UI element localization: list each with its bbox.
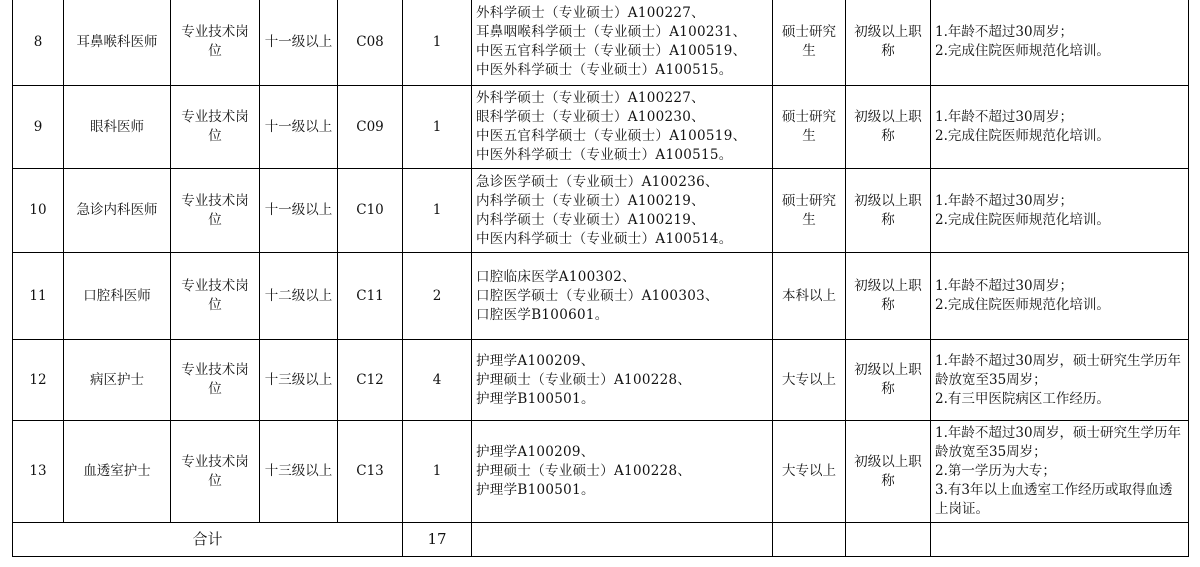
requirement-item: 2.完成住院医师规范化培训。 [935,128,1110,144]
total-empty-cell [472,523,773,557]
major-requirements [472,0,773,86]
table-body [13,0,1189,523]
row-number: 11 [13,253,64,340]
major-item: 外科学硕士（专业硕士）A100227、 [476,90,705,106]
position-name: 耳鼻喉科医师 [64,0,171,86]
major-item: 中医五官科学硕士（专业硕士）A100519、 [476,128,747,144]
total-empty-cell [773,523,846,557]
row-number: 9 [13,86,64,169]
major-item: 急诊医学硕士（专业硕士）A100236、 [476,173,719,190]
position-grade: 十一级以上 [260,0,338,86]
major-item: 中医内科学硕士（专业硕士）A100514。 [476,230,733,247]
major-item: 中医外科学硕士（专业硕士）A100515。 [476,62,733,78]
position-code: C13 [338,421,403,523]
row-number: 10 [13,169,64,253]
major-item: 护理学B100501。 [476,482,595,498]
major-item: 口腔医学硕士（专业硕士）A100303、 [476,287,719,304]
total-count: 17 [403,523,472,557]
requirement-item: 1.年龄不超过30周岁，硕士研究生学历年龄放宽至35周岁； [935,425,1182,460]
major-requirements [472,421,773,523]
major-item: 外科学硕士（专业硕士）A100227、 [476,5,705,21]
requirement-item: 2.完成住院医师规范化培训。 [935,297,1110,313]
requirement-item: 1.年龄不超过30周岁，硕士研究生学历年龄放宽至35周岁； [935,352,1182,388]
table-row [13,421,1189,523]
requirement-item: 1.年龄不超过30周岁； [935,24,1074,40]
requirement-item: 2.完成住院医师规范化培训。 [935,43,1110,59]
title-requirement: 初级以上职称 [846,86,931,169]
table-row [13,253,1189,340]
position-grade: 十一级以上 [260,169,338,253]
position-type: 专业技术岗位 [171,421,260,523]
hiring-count: 1 [403,421,472,523]
education-requirement: 大专以上 [773,421,846,523]
requirement-item: 1.年龄不超过30周岁； [935,192,1074,209]
table-row [13,340,1189,421]
major-requirements [472,340,773,421]
education-requirement: 本科以上 [773,253,846,340]
table-row [13,86,1189,169]
requirement-item: 2.有三甲医院病区工作经历。 [935,390,1110,407]
other-requirements [931,169,1189,253]
position-name: 口腔科医师 [64,253,171,340]
total-label: 合计 [13,523,403,557]
position-name: 血透室护士 [64,421,171,523]
major-item: 口腔医学B100601。 [476,306,609,323]
position-code: C12 [338,340,403,421]
other-requirements [931,253,1189,340]
education-requirement: 硕士研究生 [773,169,846,253]
major-item: 中医五官科学硕士（专业硕士）A100519、 [476,43,747,59]
position-name: 急诊内科医师 [64,169,171,253]
position-name: 病区护士 [64,340,171,421]
position-type: 专业技术岗位 [171,86,260,169]
position-type: 专业技术岗位 [171,340,260,421]
table-row [13,169,1189,253]
requirement-item: 1.年龄不超过30周岁； [935,278,1074,294]
major-item: 护理硕士（专业硕士）A100228、 [476,463,692,479]
other-requirements [931,421,1189,523]
hiring-count: 2 [403,253,472,340]
major-requirements [472,86,773,169]
position-grade: 十一级以上 [260,86,338,169]
position-grade: 十二级以上 [260,253,338,340]
major-item: 护理学A100209、 [476,444,595,460]
position-grade: 十三级以上 [260,421,338,523]
row-number: 13 [13,421,64,523]
hiring-count: 1 [403,169,472,253]
title-requirement: 初级以上职称 [846,0,931,86]
title-requirement: 初级以上职称 [846,340,931,421]
total-empty-cell [846,523,931,557]
requirement-item: 2.完成住院医师规范化培训。 [935,211,1110,228]
requirement-item: 2.第一学历为大专； [935,463,1056,479]
title-requirement: 初级以上职称 [846,421,931,523]
position-type: 专业技术岗位 [171,0,260,86]
major-item: 护理硕士（专业硕士）A100228、 [476,371,692,388]
major-item: 口腔临床医学A100302、 [476,268,636,285]
major-requirements [472,253,773,340]
education-requirement: 硕士研究生 [773,0,846,86]
major-requirements [472,169,773,253]
major-item: 内科学硕士（专业硕士）A100219、 [476,192,705,209]
position-grade: 十三级以上 [260,340,338,421]
education-requirement: 大专以上 [773,340,846,421]
title-requirement: 初级以上职称 [846,169,931,253]
hiring-count: 1 [403,86,472,169]
major-item: 眼科学硕士（专业硕士）A100230、 [476,109,705,125]
position-type: 专业技术岗位 [171,169,260,253]
row-number: 12 [13,340,64,421]
position-code: C10 [338,169,403,253]
position-code: C08 [338,0,403,86]
requirement-item: 1.年龄不超过30周岁； [935,109,1074,125]
major-item: 内科学硕士（专业硕士）A100219、 [476,211,705,228]
major-item: 耳鼻咽喉科学硕士（专业硕士）A100231、 [476,24,747,40]
position-name: 眼科医师 [64,86,171,169]
hiring-count: 4 [403,340,472,421]
position-code: C09 [338,86,403,169]
requirement-item: 3.有3年以上血透室工作经历或取得血透上岗证。 [935,482,1173,517]
recruitment-table [12,0,1189,557]
major-item: 中医外科学硕士（专业硕士）A100515。 [476,147,733,163]
hiring-count: 1 [403,0,472,86]
table-row [13,0,1189,86]
position-code: C11 [338,253,403,340]
position-type: 专业技术岗位 [171,253,260,340]
title-requirement: 初级以上职称 [846,253,931,340]
row-number: 8 [13,0,64,86]
major-item: 护理学A100209、 [476,352,595,369]
total-empty-cell [931,523,1189,557]
major-item: 护理学B100501。 [476,390,595,407]
total-row [13,523,1189,557]
education-requirement: 硕士研究生 [773,86,846,169]
other-requirements [931,0,1189,86]
other-requirements [931,340,1189,421]
other-requirements [931,86,1189,169]
